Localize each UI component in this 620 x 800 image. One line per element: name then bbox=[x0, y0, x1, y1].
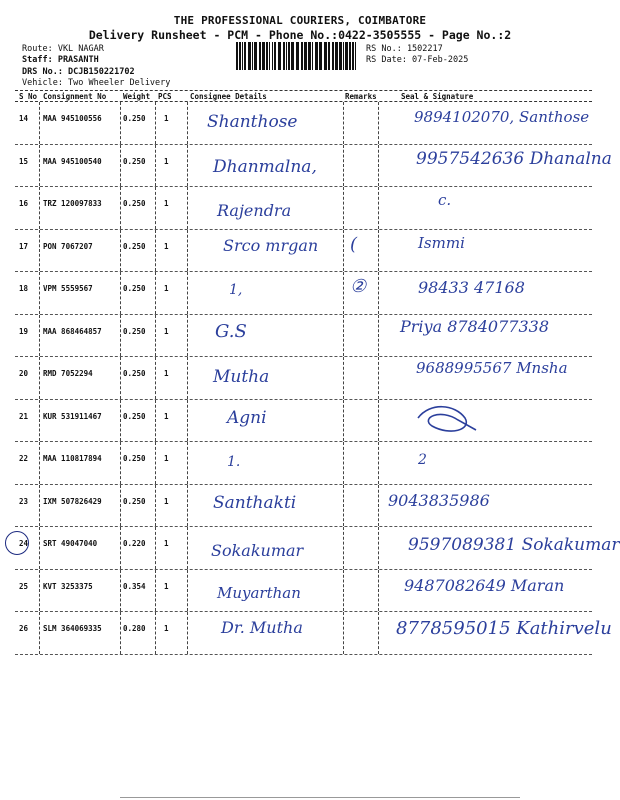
column-divider bbox=[39, 442, 40, 484]
cell-sno: 26 bbox=[19, 624, 29, 633]
cell-sno: 25 bbox=[19, 581, 29, 591]
column-divider bbox=[155, 357, 156, 399]
barcode-bar bbox=[259, 42, 261, 70]
cell-consignee-handwriting: Dr. Mutha bbox=[221, 618, 303, 637]
cell-remarks-handwriting: ② bbox=[350, 276, 367, 297]
cell-consignment: PON 7067207 bbox=[43, 241, 93, 251]
column-divider bbox=[343, 272, 344, 314]
cell-consignee-handwriting: Rajendra bbox=[217, 201, 292, 220]
cell-pcs: 1 bbox=[164, 496, 169, 506]
column-divider bbox=[120, 357, 121, 399]
barcode-bar bbox=[278, 42, 281, 70]
barcode-bar bbox=[286, 42, 287, 70]
barcode-bar bbox=[301, 42, 303, 70]
column-divider bbox=[187, 400, 188, 442]
column-divider bbox=[343, 485, 344, 527]
staff-label: Staff: PRASANTH bbox=[22, 55, 99, 65]
column-divider bbox=[343, 570, 344, 612]
column-divider bbox=[378, 485, 379, 527]
table-body bbox=[15, 102, 620, 655]
table-row bbox=[15, 272, 592, 315]
barcode-bar bbox=[262, 42, 265, 70]
column-divider bbox=[39, 400, 40, 442]
cell-sno: 17 bbox=[19, 241, 29, 251]
barcode-icon bbox=[236, 42, 360, 70]
column-divider bbox=[120, 570, 121, 612]
vehicle-label: Vehicle: Two Wheeler Delivery bbox=[22, 78, 171, 88]
cell-pcs: 1 bbox=[164, 624, 169, 633]
column-divider bbox=[187, 357, 188, 399]
column-divider bbox=[120, 612, 121, 654]
cell-weight: 0.250 bbox=[123, 496, 146, 506]
cell-pcs: 1 bbox=[164, 369, 169, 378]
table-header bbox=[15, 90, 592, 102]
column-divider bbox=[39, 145, 40, 187]
barcode-bar bbox=[288, 42, 290, 70]
barcode-bar bbox=[319, 42, 322, 70]
cell-consignment: SLM 364069335 bbox=[43, 624, 102, 633]
cell-pcs: 1 bbox=[164, 326, 169, 336]
cell-consignment: TRZ 120097833 bbox=[43, 199, 102, 208]
column-divider bbox=[378, 570, 379, 612]
table-row bbox=[15, 442, 592, 485]
page-bottom-rule bbox=[120, 797, 520, 798]
route-label: Route: VKL NAGAR bbox=[22, 44, 104, 54]
cell-consignee-handwriting: Shanthose bbox=[207, 112, 298, 132]
cell-consignment: MAA 945100556 bbox=[43, 114, 102, 123]
column-divider bbox=[187, 570, 188, 612]
cell-signature-handwriting: 9894102070, Santhose bbox=[414, 108, 590, 126]
column-divider bbox=[155, 442, 156, 484]
barcode-bar bbox=[254, 42, 257, 70]
cell-pcs: 1 bbox=[164, 241, 169, 251]
col-weight: Weight bbox=[123, 92, 151, 101]
rs-date: RS Date: 07-Feb-2025 bbox=[366, 55, 469, 65]
column-divider bbox=[378, 145, 379, 187]
cell-weight: 0.250 bbox=[123, 156, 146, 166]
column-divider bbox=[120, 145, 121, 187]
cell-consignee-handwriting: Agni bbox=[227, 407, 267, 428]
barcode-bar bbox=[332, 42, 334, 70]
cell-pcs: 1 bbox=[164, 156, 169, 166]
cell-pcs: 1 bbox=[164, 539, 169, 548]
column-divider bbox=[120, 230, 121, 272]
column-divider bbox=[155, 612, 156, 654]
cell-sno: 18 bbox=[19, 284, 29, 293]
column-divider bbox=[155, 315, 156, 357]
barcode-bar bbox=[274, 42, 276, 70]
column-divider bbox=[343, 442, 344, 484]
table-row bbox=[15, 400, 592, 443]
column-divider bbox=[343, 315, 344, 357]
cell-sno: 22 bbox=[19, 454, 29, 463]
cell-signature-handwriting: Priya 8784077338 bbox=[400, 316, 549, 336]
column-divider bbox=[378, 272, 379, 314]
barcode-bar bbox=[244, 42, 246, 70]
column-divider bbox=[378, 230, 379, 272]
cell-weight: 0.250 bbox=[123, 369, 146, 378]
rs-number: RS No.: 1502217 bbox=[366, 44, 443, 54]
cell-signature-handwriting: Ismmi bbox=[418, 233, 465, 252]
cell-signature-handwriting: 9597089381 Sokakumar bbox=[408, 535, 620, 555]
cell-signature-handwriting: 9688995567 Mnsha bbox=[416, 359, 568, 377]
barcode-bar bbox=[335, 42, 338, 70]
cell-consignee-handwriting: Santhakti bbox=[213, 492, 297, 513]
cell-sno: 14 bbox=[19, 114, 29, 123]
column-divider bbox=[187, 230, 188, 272]
barcode-bar bbox=[242, 42, 243, 70]
col-remarks: Remarks bbox=[345, 92, 377, 101]
col-consignment: Consignment No bbox=[43, 92, 107, 101]
cell-pcs: 1 bbox=[164, 114, 169, 123]
column-divider bbox=[120, 272, 121, 314]
cell-signature-handwriting: 8778595015 Kathirvelu bbox=[396, 618, 612, 639]
column-divider bbox=[39, 612, 40, 654]
barcode-bar bbox=[308, 42, 311, 70]
column-divider bbox=[120, 527, 121, 569]
column-divider bbox=[39, 527, 40, 569]
column-divider bbox=[39, 102, 40, 144]
column-divider bbox=[187, 187, 188, 229]
col-signature: Seal & Signature bbox=[401, 92, 474, 101]
barcode-bar bbox=[312, 42, 313, 70]
column-divider bbox=[343, 357, 344, 399]
column-divider bbox=[343, 400, 344, 442]
column-divider bbox=[378, 315, 379, 357]
cell-consignee-handwriting: Dhanmalna, bbox=[213, 156, 317, 177]
column-divider bbox=[343, 187, 344, 229]
cell-weight: 0.220 bbox=[123, 539, 146, 548]
column-divider bbox=[378, 102, 379, 144]
cell-consignment: KUR 531911467 bbox=[43, 411, 102, 421]
cell-consignment: IXM 507826429 bbox=[43, 496, 102, 506]
column-divider bbox=[120, 102, 121, 144]
column-divider bbox=[155, 102, 156, 144]
column-divider bbox=[187, 272, 188, 314]
column-divider bbox=[39, 272, 40, 314]
cell-consignment: MAA 110817894 bbox=[43, 454, 102, 463]
column-divider bbox=[39, 315, 40, 357]
barcode-bar bbox=[304, 42, 307, 70]
cell-weight: 0.280 bbox=[123, 624, 146, 633]
drs-number: DRS No.: DCJB150221702 bbox=[22, 67, 135, 77]
cell-consignee-handwriting: Mutha bbox=[213, 367, 270, 387]
cell-signature-handwriting: 9957542636 Dhanalna bbox=[416, 148, 612, 169]
cell-consignee-handwriting: 1, bbox=[229, 282, 243, 298]
column-divider bbox=[155, 570, 156, 612]
cell-weight: 0.250 bbox=[123, 411, 146, 421]
runsheet-table bbox=[15, 90, 620, 655]
col-pcs: PCS bbox=[158, 92, 172, 101]
column-divider bbox=[187, 485, 188, 527]
cell-sno: 24 bbox=[19, 539, 29, 548]
barcode-bar bbox=[315, 42, 318, 70]
cell-pcs: 1 bbox=[164, 199, 169, 208]
runsheet-subtitle: Delivery Runsheet - PCM - Phone No.:0422-3505555 - Page No.:2 bbox=[88, 28, 512, 42]
column-divider bbox=[187, 315, 188, 357]
col-consignee: Consignee Details bbox=[190, 92, 267, 101]
column-divider bbox=[187, 102, 188, 144]
column-divider bbox=[120, 400, 121, 442]
cell-sno: 15 bbox=[19, 156, 29, 166]
cell-sno: 23 bbox=[19, 496, 29, 506]
barcode-bar bbox=[296, 42, 299, 70]
cell-signature-handwriting: 9043835986 bbox=[388, 490, 490, 510]
cell-consignee-handwriting: Sokakumar bbox=[211, 541, 304, 560]
cell-pcs: 1 bbox=[164, 284, 169, 293]
cell-weight: 0.250 bbox=[123, 199, 146, 208]
cell-weight: 0.250 bbox=[123, 326, 146, 336]
column-divider bbox=[343, 527, 344, 569]
cell-pcs: 1 bbox=[164, 454, 169, 463]
cell-consignment: KVT 3253375 bbox=[43, 581, 93, 591]
cell-consignment: SRT 49047040 bbox=[43, 539, 98, 548]
table-row bbox=[15, 527, 620, 570]
barcode-bar bbox=[239, 42, 241, 70]
column-divider bbox=[343, 102, 344, 144]
barcode-bar bbox=[269, 42, 270, 70]
column-divider bbox=[155, 272, 156, 314]
table-row bbox=[15, 102, 592, 145]
table-row bbox=[15, 230, 592, 273]
cell-remarks-handwriting: ( bbox=[350, 233, 358, 255]
barcode-bar bbox=[236, 42, 238, 70]
cell-sno: 21 bbox=[19, 411, 29, 421]
cell-consignee-handwriting: G.S bbox=[215, 320, 247, 342]
col-sno: S No bbox=[19, 92, 38, 101]
column-divider bbox=[378, 357, 379, 399]
column-divider bbox=[187, 145, 188, 187]
column-divider bbox=[39, 187, 40, 229]
cell-consignment: RMD 7052294 bbox=[43, 369, 93, 378]
column-divider bbox=[343, 612, 344, 654]
table-row bbox=[15, 187, 592, 230]
barcode-bar bbox=[272, 42, 273, 70]
cell-signature-handwriting: 98433 47168 bbox=[418, 278, 525, 297]
column-divider bbox=[39, 230, 40, 272]
cell-weight: 0.250 bbox=[123, 114, 146, 123]
company-title: THE PROFESSIONAL COURIERS, COIMBATORE bbox=[173, 14, 427, 27]
column-divider bbox=[343, 145, 344, 187]
column-divider bbox=[155, 187, 156, 229]
column-divider bbox=[378, 612, 379, 654]
table-row bbox=[15, 145, 612, 188]
cell-signature-handwriting: 2 bbox=[418, 452, 427, 468]
circled-number-marker bbox=[5, 531, 29, 555]
column-divider bbox=[39, 570, 40, 612]
cell-consignee-handwriting: 1. bbox=[227, 454, 241, 470]
cell-weight: 0.250 bbox=[123, 284, 146, 293]
barcode-bar bbox=[352, 42, 354, 70]
barcode-bar bbox=[339, 42, 342, 70]
table-row bbox=[15, 315, 592, 358]
column-divider bbox=[155, 527, 156, 569]
column-divider bbox=[120, 187, 121, 229]
column-divider bbox=[39, 357, 40, 399]
table-row bbox=[15, 612, 612, 655]
barcode-bar bbox=[283, 42, 285, 70]
column-divider bbox=[155, 145, 156, 187]
barcode-bar bbox=[349, 42, 351, 70]
barcode-bar bbox=[248, 42, 251, 70]
column-divider bbox=[378, 187, 379, 229]
cell-weight: 0.250 bbox=[123, 454, 146, 463]
column-divider bbox=[120, 315, 121, 357]
table-row bbox=[15, 357, 592, 400]
column-divider bbox=[378, 527, 379, 569]
column-divider bbox=[120, 442, 121, 484]
column-divider bbox=[187, 612, 188, 654]
barcode-bar bbox=[345, 42, 348, 70]
cell-sno: 16 bbox=[19, 199, 29, 208]
barcode-bar bbox=[324, 42, 327, 70]
column-divider bbox=[155, 485, 156, 527]
cell-weight: 0.250 bbox=[123, 241, 146, 251]
table-row bbox=[15, 570, 592, 613]
cell-signature-handwriting: c. bbox=[438, 191, 452, 209]
cell-pcs: 1 bbox=[164, 411, 169, 421]
cell-consignment: VPM 5559567 bbox=[43, 284, 93, 293]
column-divider bbox=[378, 400, 379, 442]
column-divider bbox=[155, 230, 156, 272]
cell-consignee-handwriting: Srco mrgan bbox=[223, 235, 319, 255]
barcode-bar bbox=[266, 42, 268, 70]
barcode-bar bbox=[355, 42, 356, 70]
column-divider bbox=[187, 527, 188, 569]
signature-scribble-icon bbox=[410, 400, 480, 440]
cell-signature-handwriting: 9487082649 Maran bbox=[404, 575, 565, 595]
barcode-bar bbox=[291, 42, 294, 70]
column-divider bbox=[187, 442, 188, 484]
barcode-bar bbox=[343, 42, 344, 70]
cell-consignee-handwriting: Muyarthan bbox=[217, 583, 301, 602]
cell-consignment: MAA 868464857 bbox=[43, 326, 102, 336]
barcode-bar bbox=[252, 42, 253, 70]
cell-weight: 0.354 bbox=[123, 581, 146, 591]
column-divider bbox=[378, 442, 379, 484]
cell-consignment: MAA 945100540 bbox=[43, 156, 102, 166]
cell-sno: 19 bbox=[19, 326, 29, 336]
cell-sno: 20 bbox=[19, 369, 29, 378]
column-divider bbox=[39, 485, 40, 527]
cell-pcs: 1 bbox=[164, 581, 169, 591]
column-divider bbox=[343, 230, 344, 272]
column-divider bbox=[120, 485, 121, 527]
table-row bbox=[15, 485, 592, 528]
column-divider bbox=[155, 400, 156, 442]
barcode-bar bbox=[328, 42, 330, 70]
